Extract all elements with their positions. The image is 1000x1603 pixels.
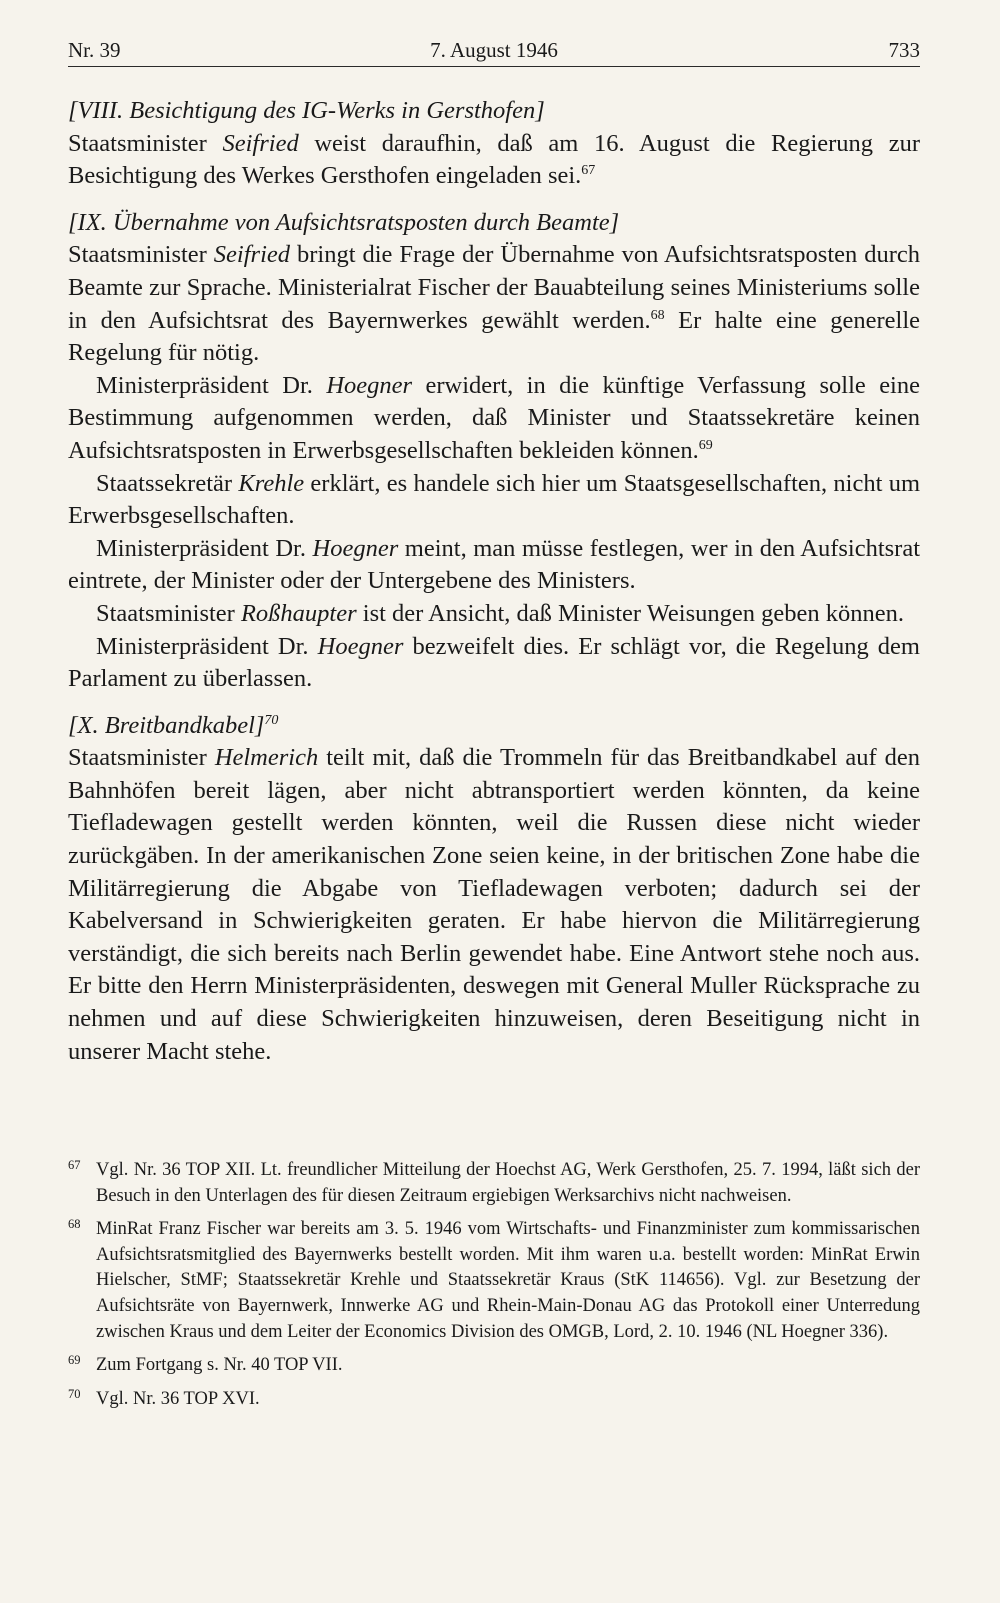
page-number: 733 bbox=[888, 38, 920, 62]
issue-date: 7. August 1946 bbox=[430, 38, 558, 62]
paragraph: Staatsminister Helmerich teilt mit, daß die Trommeln für das Breitbandkabel auf den Bahnhöfen bereit lägen, aber nicht abtransportiert werden könnten, da keine Tiefladewagen gestellt werden könnten, weil die Russen diese nicht wieder zurückgäben. In der amerikanischen Zone seien keine, in der britischen Zone habe die Militärregierung die Abgabe von Tiefladewagen verboten; dadurch sei der Kabelversand in Schwierigkeiten geraten. Er habe hiervon die Militärregierung verständigt, die sich bereits nach Berlin gewendet habe. Eine Antwort stehe noch aus. Er bitte den Herrn Ministerpräsidenten, deswegen mit General Muller Rücksprache zu nehmen und auf diese Schwierigkeiten hinzuweisen, deren Beseitigung nicht in unserer Macht stehe. bbox=[68, 744, 920, 1065]
issue-number: Nr. 39 bbox=[68, 38, 121, 62]
paragraph: Ministerpräsident Dr. Hoegner bezweifelt dies. Er schlägt vor, die Regelung dem Parlament zu überlassen. bbox=[68, 632, 920, 693]
footnote-number: 70 bbox=[68, 1386, 81, 1401]
paragraph: Ministerpräsident Dr. Hoegner erwidert, in die künftige Verfassung solle eine Bestimmung aufgenommen werden, daß Minister und Staatssekretäre keinen Aufsichtsratsposten in Erwerbsgesellschaften bekleiden können.$^{69}$ bbox=[68, 371, 920, 464]
footnote: 70 Vgl. Nr. 36 TOP XVI. bbox=[68, 1387, 920, 1413]
paragraph: Staatsminister Seifried weist daraufhin, daß am 16. August die Regierung zur Besichtigung des Werkes Gersthofen eingeladen sei.$^{67}$ bbox=[68, 129, 920, 190]
speaker-name: Hoegner bbox=[312, 534, 399, 562]
speaker-name: Seifried bbox=[222, 129, 299, 157]
speaker-name: Roßhaupter bbox=[240, 599, 357, 627]
speaker-name: Krehle bbox=[238, 469, 305, 497]
footnote-number: 68 bbox=[68, 1217, 81, 1232]
footnote: 69 Zum Fortgang s. Nr. 40 TOP VII. bbox=[68, 1353, 920, 1379]
footnote-ref: 70 bbox=[264, 712, 279, 728]
speaker-name: Seifried bbox=[213, 241, 291, 269]
main-text bbox=[68, 95, 920, 1068]
footnote-ref: 67 bbox=[581, 163, 596, 179]
footnote: 67 Vgl. Nr. 36 TOP XII. Lt. freundlicher Mitteilung der Hoechst AG, Werk Gersthofen, 25. 7. 1994, läßt sich der Besuch in den Unterlagen des für diesen Zeitraum ergiebigen Werksarchivs nicht nachweisen. bbox=[68, 1158, 920, 1209]
footnote-ref: 69 bbox=[698, 437, 713, 453]
speaker-name: Hoegner bbox=[317, 632, 404, 660]
section-heading-ix: [IX. Übernahme von Aufsichtsratsposten durch Beamte] bbox=[68, 208, 620, 236]
paragraph: Ministerpräsident Dr. Hoegner meint, man müsse festlegen, wer in den Aufsichtsrat eintrete, der Minister oder der Untergebene des Ministers. bbox=[68, 534, 921, 595]
speaker-name: Helmerich bbox=[214, 744, 319, 772]
paragraph: Staatsminister Seifried bringt die Frage der Übernahme von Aufsichtsratsposten durch Beamte zur Sprache. Ministerialrat Fischer der Bauabteilung seines Ministeriums solle in den Aufsichtsrat des Bayernwerkes gewählt werden.$^{68}$ Er halte eine generelle Regelung für nötig. bbox=[68, 241, 921, 367]
footnote: 68 MinRat Franz Fischer war bereits am 3. 5. 1946 vom Wirtschafts- und Finanzminister zum kommissarischen Aufsichtsratsmitglied des Bayernwerks bestellt worden. Mit ihm waren u.a. bestellt worden: MinRat Erwin Hielscher, StMF; Staatssekretär Krehle und Staatssekretär Kraus (StK 114656). Vgl. zur Besetzung der Aufsichtsräte von Bayernwerk, Innwerke AG und Rhein-Main-Donau AG das Protokoll einer Unterredung zwischen Kraus und dem Leiter der Economics Division des OMGB, Lord, 2. 10. 1946 (NL Hoegner 336). bbox=[68, 1217, 920, 1345]
speaker-name: Hoegner bbox=[326, 371, 413, 399]
section-heading-viii: [VIII. Besichtigung des IG-Werks in Gersthofen] bbox=[68, 97, 545, 124]
footnote-ref: 68 bbox=[650, 307, 665, 323]
footnote-number: 67 bbox=[68, 1158, 81, 1172]
paragraph: Staatssekretär Krehle erklärt, es handele sich hier um Staatsgesellschaften, nicht um Erwerbsgesellschaften. bbox=[68, 469, 921, 530]
footnote-number: 69 bbox=[68, 1353, 81, 1368]
footnotes bbox=[68, 1158, 920, 1420]
section-heading-x: [X. Breitbandkabel]$^{70}$ bbox=[68, 711, 279, 739]
header-rule bbox=[68, 66, 920, 67]
running-head bbox=[68, 30, 920, 66]
paragraph: Staatsminister Roßhaupter ist der Ansicht, daß Minister Weisungen geben können. bbox=[96, 599, 905, 627]
